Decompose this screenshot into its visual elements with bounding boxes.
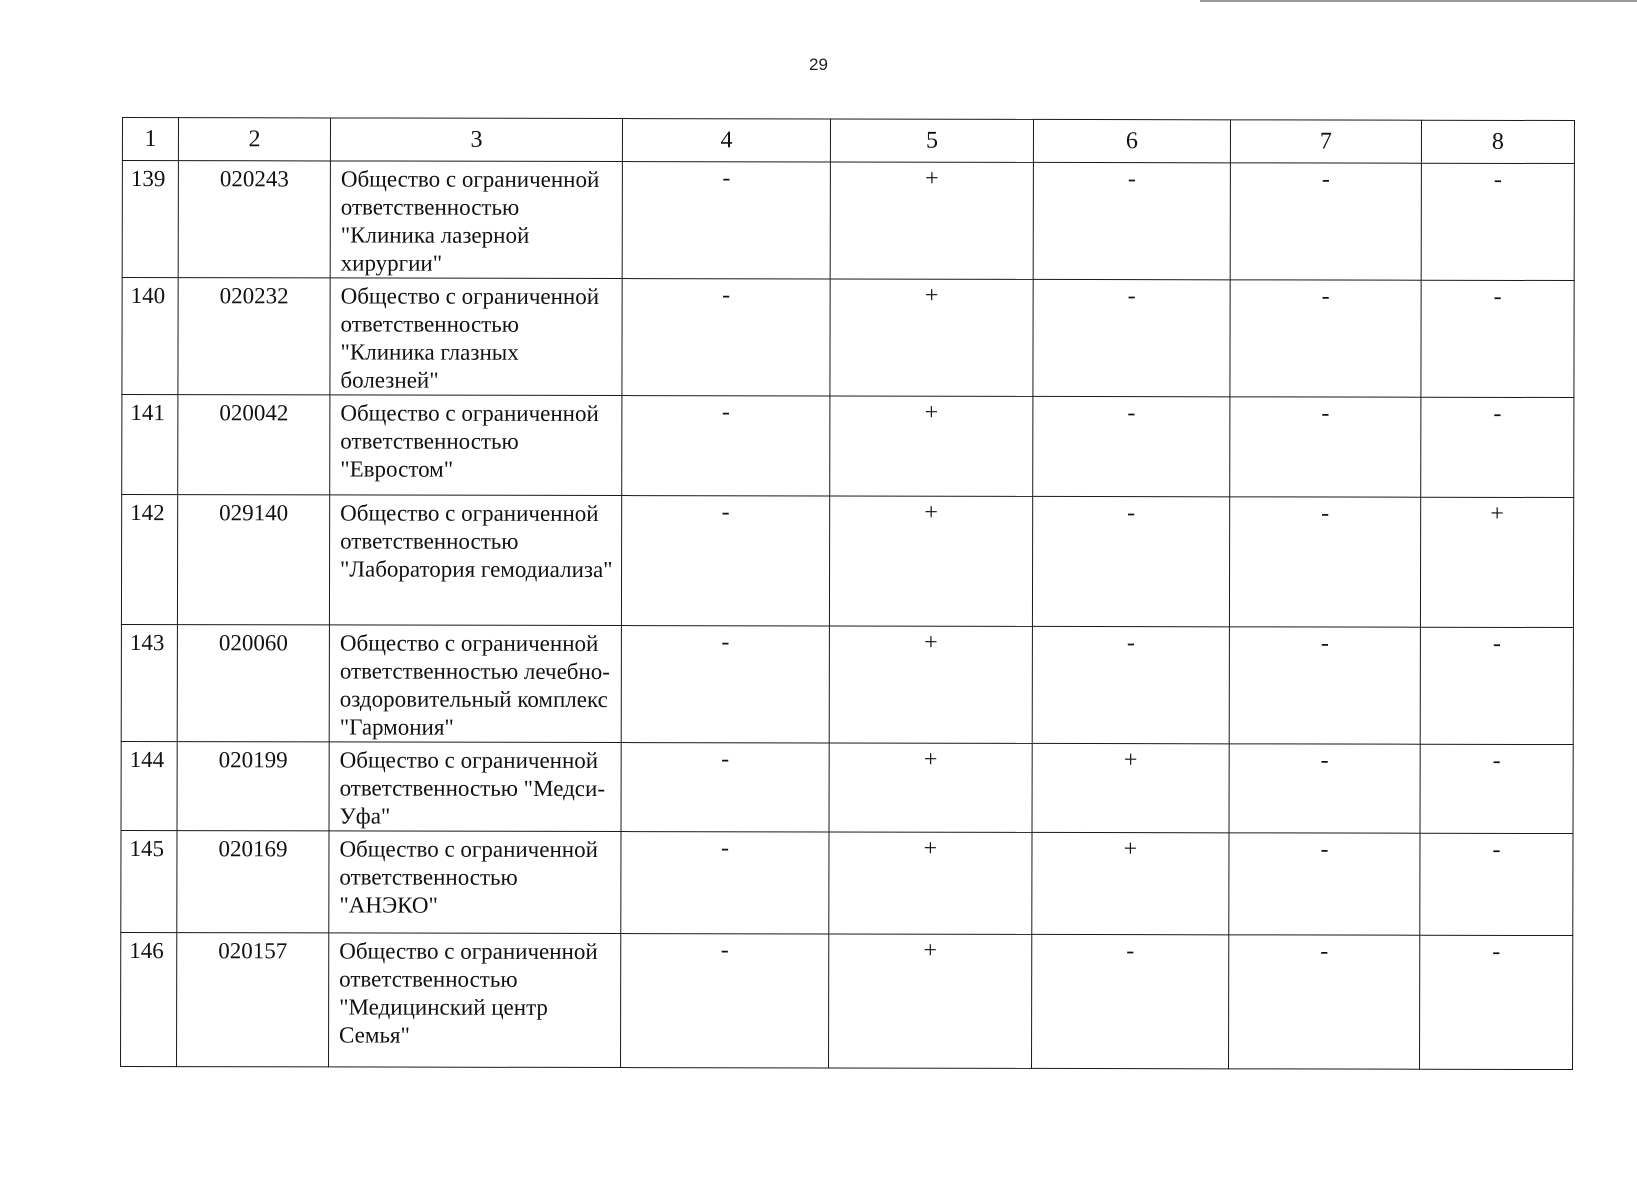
- table-row: [121, 741, 1573, 833]
- mark-col-5: +: [829, 626, 1032, 743]
- mark-col-5: +: [829, 743, 1032, 832]
- registry-code: 029140: [177, 495, 329, 625]
- top-scan-rule: [1200, 0, 1637, 2]
- row-number: 145: [121, 830, 177, 932]
- mark-col-5: +: [829, 496, 1032, 626]
- mark-col-4: -: [622, 279, 830, 396]
- column-header-1: 1: [122, 118, 178, 161]
- mark-col-5: +: [829, 832, 1032, 934]
- mark-col-8: -: [1420, 833, 1573, 935]
- mark-col-6: -: [1033, 162, 1230, 279]
- mark-col-4: -: [621, 832, 829, 934]
- mark-col-7: -: [1229, 744, 1420, 833]
- mark-col-6: -: [1032, 934, 1229, 1068]
- registry-code: 020199: [177, 742, 329, 831]
- mark-col-8: -: [1421, 163, 1574, 280]
- mark-col-7: -: [1230, 280, 1421, 397]
- row-number: 146: [121, 932, 177, 1066]
- mark-col-8: -: [1421, 280, 1574, 397]
- mark-col-7: -: [1229, 833, 1420, 935]
- mark-col-6: +: [1032, 832, 1229, 934]
- mark-col-5: +: [830, 279, 1033, 396]
- mark-col-7: -: [1229, 627, 1420, 744]
- mark-col-6: -: [1032, 496, 1229, 626]
- row-number: 141: [122, 395, 178, 495]
- column-header-3: 3: [330, 118, 622, 162]
- mark-col-6: -: [1033, 396, 1230, 496]
- mark-col-6: -: [1033, 279, 1230, 396]
- mark-col-8: -: [1421, 397, 1574, 497]
- mark-col-8: -: [1420, 935, 1573, 1069]
- row-number: 143: [121, 624, 177, 741]
- mark-col-5: +: [829, 934, 1032, 1068]
- header-row: [122, 118, 1574, 164]
- registry-code: 020169: [177, 831, 329, 933]
- organization-name: Общество с ограниченной ответственностью "Клиника глазных болезней": [330, 278, 622, 396]
- mark-col-4: -: [622, 162, 830, 279]
- row-number: 139: [122, 161, 178, 278]
- organization-name: Общество с ограниченной ответственностью "Медицинский центр Семья": [329, 933, 621, 1068]
- mark-col-5: +: [830, 396, 1033, 496]
- table-row: [122, 161, 1574, 281]
- mark-col-4: -: [621, 496, 829, 626]
- organization-name: Общество с ограниченной ответственностью "АНЭКО": [329, 831, 621, 934]
- registry-code: 020243: [178, 161, 330, 278]
- column-header-8: 8: [1421, 120, 1574, 163]
- table-row: [121, 624, 1573, 744]
- organization-name: Общество с ограниченной ответственностью "Медси-Уфа": [329, 742, 621, 832]
- registry-code: 020157: [177, 933, 329, 1067]
- mark-col-4: -: [621, 934, 829, 1068]
- column-header-2: 2: [178, 118, 330, 161]
- column-header-4: 4: [622, 119, 830, 162]
- mark-col-8: -: [1420, 744, 1573, 833]
- organization-name: Общество с ограниченной ответственностью "Евростом": [330, 395, 622, 496]
- column-header-7: 7: [1230, 120, 1421, 163]
- row-number: 142: [121, 495, 177, 625]
- mark-col-7: -: [1229, 935, 1420, 1069]
- table-row: [122, 395, 1574, 498]
- organization-name: Общество с ограниченной ответственностью "Лаборатория гемодиализа": [329, 495, 621, 626]
- registry-code: 020042: [178, 395, 330, 495]
- table-row: [121, 830, 1573, 935]
- mark-col-6: -: [1032, 626, 1229, 743]
- page-number: 29: [809, 55, 828, 74]
- mark-col-5: +: [830, 162, 1033, 279]
- mark-col-7: -: [1229, 497, 1420, 627]
- registry-table: [120, 117, 1575, 1070]
- mark-col-6: +: [1032, 743, 1229, 832]
- mark-col-7: -: [1230, 163, 1421, 280]
- mark-col-7: -: [1230, 397, 1421, 497]
- registry-code: 020060: [177, 625, 329, 742]
- mark-col-8: -: [1420, 627, 1573, 744]
- mark-col-4: -: [622, 396, 830, 496]
- organization-name: Общество с ограниченной ответственностью "Клиника лазерной хирургии": [330, 161, 622, 279]
- mark-col-4: -: [621, 626, 829, 743]
- table-row: [121, 495, 1573, 628]
- organization-name: Общество с ограниченной ответственностью лечебно-оздоровительный комплекс "Гармония": [329, 625, 621, 743]
- mark-col-8: +: [1420, 497, 1573, 627]
- registry-code: 020232: [178, 278, 330, 395]
- column-header-5: 5: [830, 119, 1033, 162]
- row-number: 140: [122, 278, 178, 395]
- table-row: [122, 278, 1574, 398]
- column-header-6: 6: [1033, 119, 1230, 162]
- table-row: [121, 932, 1573, 1069]
- row-number: 144: [121, 741, 177, 830]
- mark-col-4: -: [621, 743, 829, 832]
